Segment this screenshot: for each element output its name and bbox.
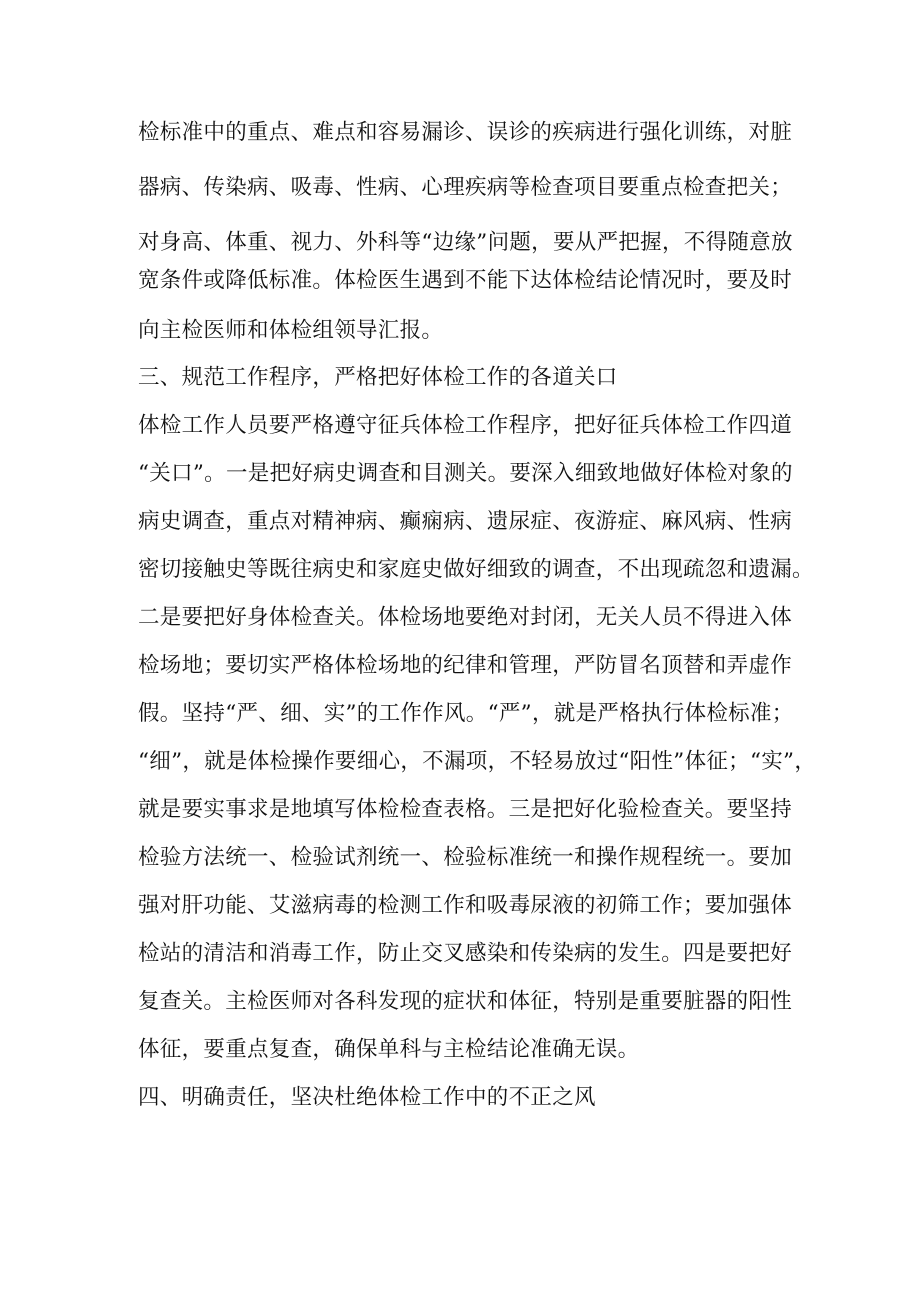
text-line: 检场地；要切实严格体检场地的纪律和管理，严防冒名顶替和弄虚作 xyxy=(138,653,793,678)
text-line: “关口”。一是把好病史调查和目测关。要深入细致地做好体检对象的 xyxy=(138,461,793,486)
text-line: 器病、传染病、吸毒、性病、心理疾病等检查项目要重点检查把关； xyxy=(138,175,793,200)
text-line: “细”，就是体检操作要细心，不漏项，不轻易放过“阳性”体征；“实”， xyxy=(138,749,817,774)
text-line: 病史调查，重点对精神病、癫痫病、遗尿症、夜游症、麻风病、性病 xyxy=(138,509,793,534)
text-line: 检验方法统一、检验试剂统一、检验标准统一和操作规程统一。要加 xyxy=(138,845,793,870)
text-line: 体检工作人员要严格遵守征兵体检工作程序，把好征兵体检工作四道 xyxy=(138,413,793,438)
text-line: 复查关。主检医师对各科发现的症状和体征，特别是重要脏器的阳性 xyxy=(138,989,793,1014)
text-line: 向主检医师和体检组领导汇报。 xyxy=(138,318,444,343)
text-line: 检标准中的重点、难点和容易漏诊、误诊的疾病进行强化训练，对脏 xyxy=(138,120,793,145)
text-line: 二是要把好身体检查关。体检场地要绝对封闭，无关人员不得进入体 xyxy=(138,605,793,630)
text-line: 检站的清洁和消毒工作，防止交叉感染和传染病的发生。四是要把好 xyxy=(138,941,793,966)
text-line: 密切接触史等既往病史和家庭史做好细致的调查，不出现疏忽和遗漏。 xyxy=(138,557,814,582)
text-line: 体征，要重点复查，确保单科与主检结论准确无误。 xyxy=(138,1037,640,1062)
text-line: 对身高、体重、视力、外科等“边缘”问题，要从严把握，不得随意放 xyxy=(138,230,793,255)
section-heading-3: 三、规范工作程序，严格把好体检工作的各道关口 xyxy=(138,365,618,390)
text-line: 就是要实事求是地填写体检检查表格。三是把好化验检查关。要坚持 xyxy=(138,797,793,822)
section-heading-4: 四、明确责任，坚决杜绝体检工作中的不正之风 xyxy=(138,1085,596,1110)
text-line: 假。坚持“严、细、实”的工作作风。“严”，就是严格执行体检标准； xyxy=(138,701,794,726)
text-line: 宽条件或降低标准。体检医生遇到不能下达体检结论情况时，要及时 xyxy=(138,268,793,293)
text-line: 强对肝功能、艾滋病毒的检测工作和吸毒尿液的初筛工作；要加强体 xyxy=(138,893,793,918)
